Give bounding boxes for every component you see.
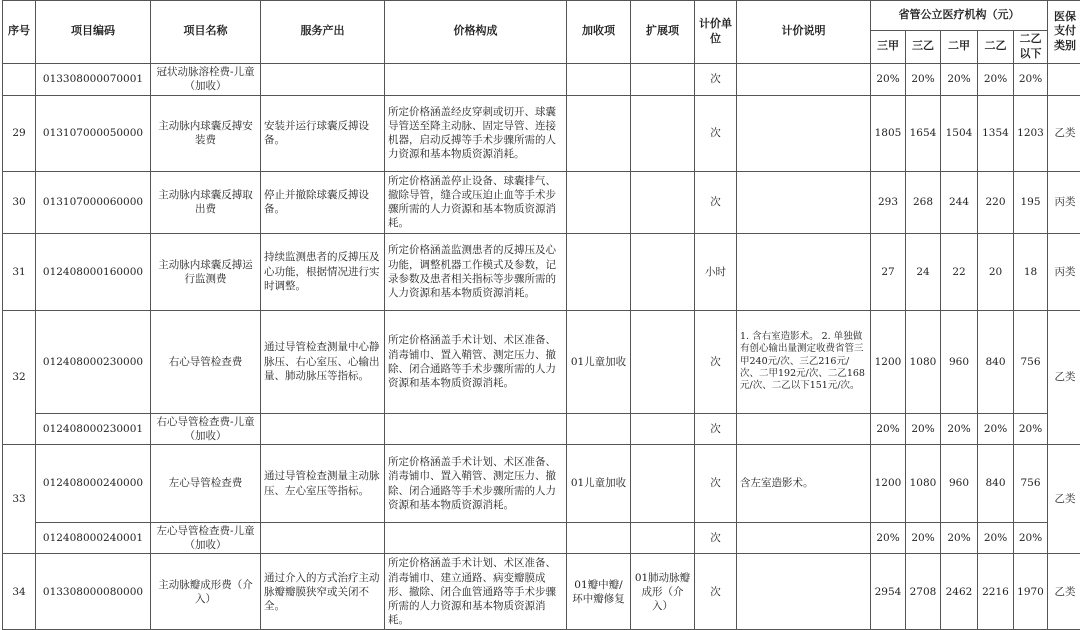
cell-output: 通过导管检查测量中心静脉压、右心室压、心输出量、肺动脉压等指标。 <box>261 310 385 413</box>
cell-price-a3: 1200 <box>871 310 906 413</box>
cell-note <box>737 233 871 310</box>
header-grade-a2: 二甲 <box>941 31 978 64</box>
cell-output: 通过导管检查测量主动脉压、左心室压等指标。 <box>261 445 385 523</box>
header-insurance: 医保支付类别 <box>1048 1 1080 64</box>
header-note: 计价说明 <box>737 1 871 64</box>
cell-price-a3: 293 <box>871 171 906 233</box>
cell-price-a3: 2954 <box>871 554 906 630</box>
table-row <box>3 63 1080 95</box>
cell-price-below: 18 <box>1014 233 1048 310</box>
cell-composition <box>385 413 567 444</box>
header-grade-b3: 三乙 <box>906 31 941 64</box>
cell-price-below: 20% <box>1014 63 1048 95</box>
cell-price-a2: 1504 <box>941 95 978 171</box>
cell-price-a2: 20% <box>941 413 978 444</box>
cell-price-b2: 220 <box>978 171 1014 233</box>
header-seq: 序号 <box>3 1 36 64</box>
cell-extension <box>631 233 695 310</box>
cell-price-b2: 840 <box>978 310 1014 413</box>
cell-seq: 34 <box>3 554 36 630</box>
header-surcharge: 加收项 <box>567 1 631 64</box>
cell-extension <box>631 310 695 413</box>
cell-insurance: 乙类 <box>1048 445 1080 554</box>
header-grade-below: 二乙以下 <box>1014 31 1048 64</box>
cell-price-b2: 20 <box>978 233 1014 310</box>
cell-extension <box>631 95 695 171</box>
cell-note: 1. 含右室造影术。 2. 单独做有创心输出量测定收费省管三甲240元/次、三乙216元/次、二甲192元/次、二乙168元/次、二乙以下151元/次。 <box>737 310 871 413</box>
cell-seq: 30 <box>3 171 36 233</box>
header-unit: 计价单位 <box>695 1 737 64</box>
cell-insurance: 乙类 <box>1048 95 1080 171</box>
cell-output <box>261 523 385 554</box>
table-row <box>3 171 1080 233</box>
cell-code: 013107000050000 <box>36 95 151 171</box>
cell-unit: 次 <box>695 171 737 233</box>
cell-composition: 所定价格涵盖手术计划、术区准备、消毒铺巾、置入鞘管、测定压力、撤除、闭合通路等手术步骤所需的人力资源和基本物质资源消耗。 <box>385 310 567 413</box>
cell-price-below: 1970 <box>1014 554 1048 630</box>
cell-composition <box>385 63 567 95</box>
cell-code: 013308000070001 <box>36 63 151 95</box>
cell-output: 停止并撤除球囊反搏设备。 <box>261 171 385 233</box>
cell-output: 通过介入的方式治疗主动脉瓣瓣膜狭窄或关闭不全。 <box>261 554 385 630</box>
table-row <box>3 95 1080 171</box>
price-table <box>2 0 1080 630</box>
cell-note <box>737 554 871 630</box>
header-name: 项目名称 <box>151 1 261 64</box>
cell-surcharge: 01儿童加收 <box>567 310 631 413</box>
cell-name: 右心导管检查费 <box>151 310 261 413</box>
cell-surcharge <box>567 171 631 233</box>
table-row <box>3 554 1080 630</box>
cell-extension <box>631 171 695 233</box>
cell-price-a2: 2462 <box>941 554 978 630</box>
cell-surcharge <box>567 95 631 171</box>
cell-name: 主动脉内球囊反搏运行监测费 <box>151 233 261 310</box>
cell-price-b3: 20% <box>906 523 941 554</box>
cell-name: 冠状动脉溶栓费-儿童（加收） <box>151 63 261 95</box>
cell-code: 012408000240001 <box>36 523 151 554</box>
cell-note: 含左室造影术。 <box>737 445 871 523</box>
header-row-1 <box>3 1 1080 31</box>
cell-extension: 01肺动脉瓣成形（介入） <box>631 554 695 630</box>
cell-output <box>261 413 385 444</box>
cell-price-b3: 1080 <box>906 445 941 523</box>
cell-output: 持续监测患者的反搏压及心功能，根据情况进行实时调整。 <box>261 233 385 310</box>
cell-price-below: 756 <box>1014 310 1048 413</box>
cell-seq <box>3 63 36 95</box>
cell-price-a2: 20% <box>941 523 978 554</box>
cell-price-b3: 24 <box>906 233 941 310</box>
cell-note <box>737 63 871 95</box>
cell-unit: 次 <box>695 95 737 171</box>
cell-code: 012408000160000 <box>36 233 151 310</box>
cell-unit: 次 <box>695 445 737 523</box>
cell-unit: 次 <box>695 413 737 444</box>
cell-price-below: 1203 <box>1014 95 1048 171</box>
cell-composition: 所定价格涵盖手术计划、术区准备、消毒铺巾、建立通路、病变瓣膜成形、撤除、闭合血管通路等手术步骤所需的人力资源和基本物质资源消耗。 <box>385 554 567 630</box>
cell-code: 012408000230000 <box>36 310 151 413</box>
cell-price-a2: 20% <box>941 63 978 95</box>
cell-code: 012408000230001 <box>36 413 151 444</box>
cell-price-a2: 22 <box>941 233 978 310</box>
header-output: 服务产出 <box>261 1 385 64</box>
cell-price-below: 195 <box>1014 171 1048 233</box>
cell-composition: 所定价格涵盖手术计划、术区准备、消毒铺巾、置入鞘管、测定压力、撤除、闭合通路等手术步骤所需的人力资源和基本物质资源消耗。 <box>385 445 567 523</box>
cell-price-below: 756 <box>1014 445 1048 523</box>
cell-note <box>737 171 871 233</box>
cell-surcharge <box>567 233 631 310</box>
cell-unit: 次 <box>695 523 737 554</box>
cell-price-b3: 268 <box>906 171 941 233</box>
cell-composition: 所定价格涵盖停止设备、球囊排气、撤除导管，缝合或压迫止血等手术步骤所需的人力资源和基本物质资源消耗。 <box>385 171 567 233</box>
cell-insurance: 乙类 <box>1048 310 1080 444</box>
cell-unit: 小时 <box>695 233 737 310</box>
cell-price-a3: 20% <box>871 63 906 95</box>
cell-price-b3: 1080 <box>906 310 941 413</box>
cell-composition: 所定价格涵盖经皮穿刺或切开、球囊导管送至降主动脉、固定导管、连接机器，启动反搏等手术步骤所需的人力资源和基本物质资源消耗。 <box>385 95 567 171</box>
cell-price-a2: 960 <box>941 445 978 523</box>
cell-note <box>737 95 871 171</box>
cell-price-b2: 20% <box>978 523 1014 554</box>
cell-output: 安装并运行球囊反搏设备。 <box>261 95 385 171</box>
cell-price-b3: 1654 <box>906 95 941 171</box>
cell-price-b3: 20% <box>906 63 941 95</box>
cell-surcharge <box>567 63 631 95</box>
cell-note <box>737 413 871 444</box>
cell-composition: 所定价格涵盖监测患者的反搏压及心功能，调整机器工作模式及参数，记录参数及患者相关指标等步骤所需的人力资源和基本物质资源消耗。 <box>385 233 567 310</box>
cell-surcharge <box>567 523 631 554</box>
cell-unit: 次 <box>695 63 737 95</box>
cell-name: 左心导管检查费 <box>151 445 261 523</box>
header-extension: 扩展项 <box>631 1 695 64</box>
cell-surcharge: 01瓣中瓣/环中瓣修复 <box>567 554 631 630</box>
cell-price-a2: 960 <box>941 310 978 413</box>
cell-code: 012408000240000 <box>36 445 151 523</box>
cell-seq: 31 <box>3 233 36 310</box>
cell-price-b2: 20% <box>978 413 1014 444</box>
cell-price-b2: 2216 <box>978 554 1014 630</box>
cell-name: 主动脉内球囊反搏取出费 <box>151 171 261 233</box>
header-grade-a3: 三甲 <box>871 31 906 64</box>
cell-price-b3: 2708 <box>906 554 941 630</box>
cell-output <box>261 63 385 95</box>
cell-extension <box>631 445 695 523</box>
cell-code: 013308000080000 <box>36 554 151 630</box>
cell-price-a3: 27 <box>871 233 906 310</box>
cell-price-below: 20% <box>1014 523 1048 554</box>
cell-name: 左心导管检查费-儿童（加收） <box>151 523 261 554</box>
cell-name: 右心导管检查费-儿童（加收） <box>151 413 261 444</box>
cell-insurance: 丙类 <box>1048 171 1080 233</box>
cell-seq: 29 <box>3 95 36 171</box>
cell-price-b2: 1354 <box>978 95 1014 171</box>
cell-price-below: 20% <box>1014 413 1048 444</box>
table-row <box>3 233 1080 310</box>
cell-extension <box>631 413 695 444</box>
cell-note <box>737 523 871 554</box>
cell-unit: 次 <box>695 554 737 630</box>
cell-insurance: 乙类 <box>1048 554 1080 630</box>
cell-name: 主动脉内球囊反搏安装费 <box>151 95 261 171</box>
table-row <box>3 445 1080 523</box>
cell-price-a3: 20% <box>871 413 906 444</box>
cell-price-a3: 1200 <box>871 445 906 523</box>
cell-seq: 32 <box>3 310 36 444</box>
cell-surcharge <box>567 413 631 444</box>
header-code: 项目编码 <box>36 1 151 64</box>
cell-code: 013107000060000 <box>36 171 151 233</box>
cell-extension <box>631 63 695 95</box>
table-row <box>3 413 1080 444</box>
table-row <box>3 310 1080 413</box>
cell-extension <box>631 523 695 554</box>
header-hospital-group: 省管公立医疗机构（元） <box>871 1 1048 31</box>
cell-price-a3: 20% <box>871 523 906 554</box>
cell-insurance: 丙类 <box>1048 233 1080 310</box>
cell-composition <box>385 523 567 554</box>
cell-price-b2: 20% <box>978 63 1014 95</box>
cell-price-a2: 244 <box>941 171 978 233</box>
cell-price-a3: 1805 <box>871 95 906 171</box>
cell-price-b3: 20% <box>906 413 941 444</box>
cell-name: 主动脉瓣成形费（介入） <box>151 554 261 630</box>
table-row <box>3 523 1080 554</box>
cell-surcharge: 01儿童加收 <box>567 445 631 523</box>
cell-seq: 33 <box>3 445 36 554</box>
header-composition: 价格构成 <box>385 1 567 64</box>
cell-unit: 次 <box>695 310 737 413</box>
cell-insurance <box>1048 63 1080 95</box>
header-grade-b2: 二乙 <box>978 31 1014 64</box>
cell-price-b2: 840 <box>978 445 1014 523</box>
